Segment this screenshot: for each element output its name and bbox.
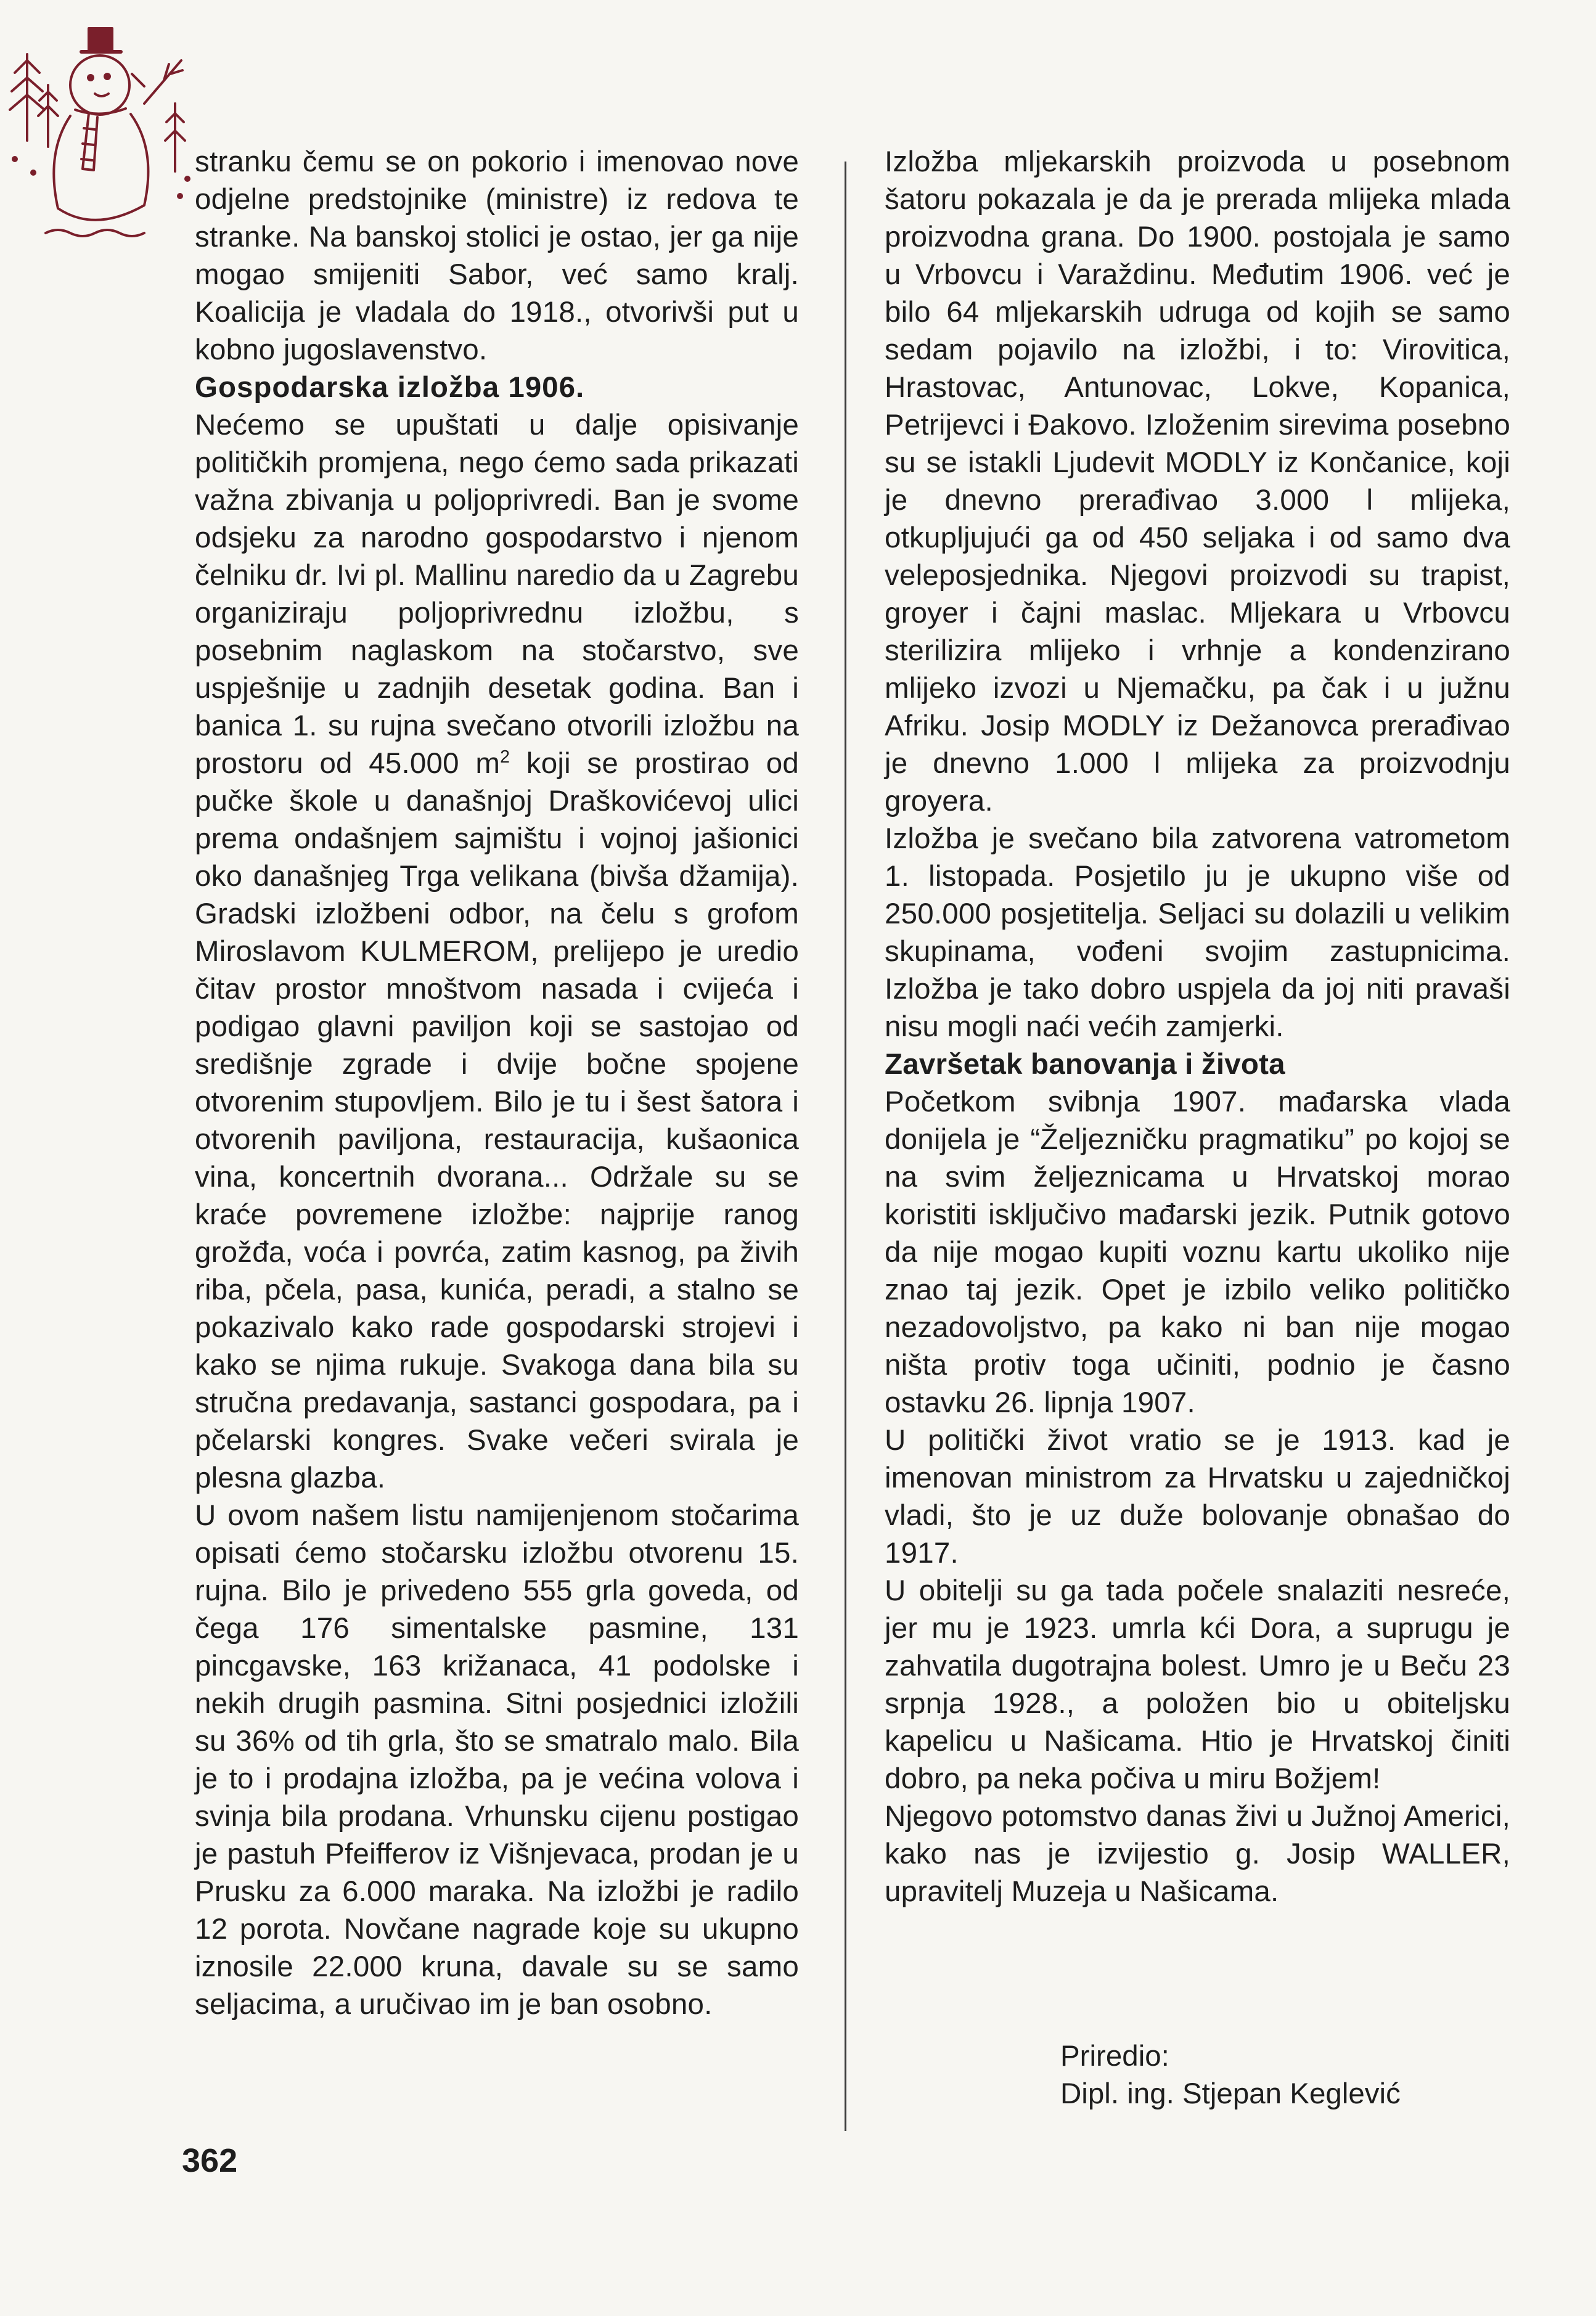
left-paragraph-2-part-b: koji se prostirao od pučke škole u današnjoj Draškovićevoj ulici prema ondašnjem sajmištu i vojnoj jašionici oko današnjeg Trga velikana (bivša džamija). Gradski izložbeni odbor, na čelu s grofom Miroslavom KULMEROM, prelijepo je uredio čitav prostor mnoštvom nasada i cvijeća i podigao glavni paviljon koji se sastojao od središnje zgrade i dvije bočne spojene otvorenim stupovljem. Bilo je tu i šest šatora i otvorenih paviljona, restauracija, kušaonica vina, koncertnih dvorana... Održale su se kraće povremene izložbe: najprije ranog grožđa, voća i povrća, zatim kasnog, pa živih riba, pčela, pasa, kunića, peradi, a stalno se pokazivalo kako rade gospodarski strojevi i kako se njima rukuje. Svakoga dana bila su stručna predavanja, sastanci gospodara, pa i pčelarski kongres. Svake večeri svirala je plesna glazba. <box>195 747 799 1494</box>
signature-name: Dipl. ing. Stjepan Keglević <box>1060 2077 1401 2110</box>
snowman-icon <box>2 17 200 258</box>
right-paragraph-5: U obitelji su ga tada počele snalaziti nesreće, jer mu je 1923. umrla kći Dora, a suprugu je zahvatila dugotrajna bolest. Umro je u Beču 23 srpnja 1928., a položen bio u obiteljsku kapelicu u Našicama. Htio je Hrvatskoj činiti dobro, pa neka počiva u miru Božjem! <box>885 1574 1510 1795</box>
left-paragraph-2-part-a: Nećemo se upuštati u dalje opisivanje političkih promjena, nego ćemo sada prikazati važna zbivanja u poljoprivredi. Ban je svome odsjeku za narodno gospodarstvo i njenom čelniku dr. Ivi pl. Mallinu naredio da u Zagrebu organiziraju poljoprivrednu izložbu, s posebnim naglaskom na stočarstvo, sve uspješnije u zadnjih desetak godina. Ban i banica 1. su rujna svečano otvorili izložbu na prostoru od 45.000 m <box>195 409 799 780</box>
section-heading-end: Završetak banovanja i života <box>885 1048 1285 1081</box>
right-column <box>885 143 1510 1910</box>
right-paragraph-2: Izložba je svečano bila zatvorena vatrometom 1. listopada. Posjetilo ju je ukupno više od 250.000 posjetitelja. Seljaci su dolazili u velikim skupinama, vođeni svojim zastupnicima. Izložba je tako dobro uspjela da joj niti pravaši nisu mogli naći većih zamjerki. <box>885 822 1510 1043</box>
left-paragraph-1: stranku čemu se on pokorio i imenovao nove odjelne predstojnike (ministre) iz redova te stranke. Na banskoj stolici je ostao, jer ga nije mogao smijeniti Sabor, već samo kralj. Koalicija je vladala do 1918., otvorivši put u kobno jugoslavenstvo. <box>195 145 799 366</box>
left-paragraph-3: U ovom našem listu namijenjenom stočarima opisati ćemo stočarsku izložbu otvorenu 15. rujna. Bilo je privedeno 555 grla goveda, od čega 176 simentalske pasmine, 131 pincgavske, 163 križanaca, 41 podolske i nekih drugih pasmina. Sitni posjednici izložili su 36% od tih grla, što se smatralo malo. Bila je to i prodajna izložba, pa je većina volova i svinja bila prodana. Vrhunsku cijenu postigao je pastuh Pfeifferov iz Višnjevaca, prodan je u Prusku za 6.000 maraka. Na izložbi je radilo 12 porota. Novčane nagrade koje su ukupno iznosile 22.000 kruna, davale su se samo seljacima, a uručivao im je ban osobno. <box>195 1499 799 2021</box>
left-column <box>195 143 799 2023</box>
page-number: 362 <box>182 2142 238 2179</box>
section-heading-exhibition: Gospodarska izložba 1906. <box>195 371 585 404</box>
right-paragraph-3: Početkom svibnja 1907. mađarska vlada donijela je “Željezničku pragmatiku” po kojoj se na svim željeznicama u Hrvatskoj morao koristiti isključivo mađarski jezik. Putnik gotovo da nije mogao kupiti voznu kartu ukoliko nije znao taj jezik. Opet je izbilo veliko političko nezadovoljstvo, pa kako ni ban nije mogao ništa protiv toga učiniti, podnio je časno ostavku 26. lipnja 1907. <box>885 1086 1510 1419</box>
signature-label: Priredio: <box>1060 2040 1169 2073</box>
right-paragraph-4: U politički život vratio se je 1913. kad je imenovan ministrom za Hrvatsku u zajedničkoj vladi, što je uz duže bolovanje obnašao do 1917. <box>885 1424 1510 1569</box>
author-signature <box>1060 2037 1401 2113</box>
column-divider <box>845 162 846 2131</box>
right-paragraph-1: Izložba mljekarskih proizvoda u posebnom šatoru pokazala je da je prerada mlijeka mlada proizvodna grana. Do 1900. postojala je samo u Vrbovcu i Varaždinu. Međutim 1906. već je bilo 64 mljekarskih udruga od kojih se samo sedam pojavilo na izložbi, i to: Virovitica, Hrastovac, Antunovac, Lokve, Kopanica, Petrijevci i Đakovo. Izloženim sirevima posebno su se istakli Ljudevit MODLY iz Končanice, koji je dnevno prerađivao 3.000 l mlijeka, otkupljujući ga od 450 seljaka i od samo dva veleposjednika. Njegovi proizvodi su trapist, groyer i čajni maslac. Mljekara u Vrbovcu sterilizira mlijeko i vrhnje a kondenzirano mlijeko izvozi u Njemačku, pa čak i u južnu Afriku. Josip MODLY iz Dežanovca prerađivao je dnevno 1.000 l mlijeka za proizvodnju groyera. <box>885 145 1510 817</box>
left-paragraph-2 <box>195 406 799 1497</box>
right-paragraph-6: Njegovo potomstvo danas živi u Južnoj Americi, kako nas je izvijestio g. Josip WALLER, upravitelj Muzeja u Našicama. <box>885 1800 1510 1908</box>
superscript-2: 2 <box>500 747 510 767</box>
